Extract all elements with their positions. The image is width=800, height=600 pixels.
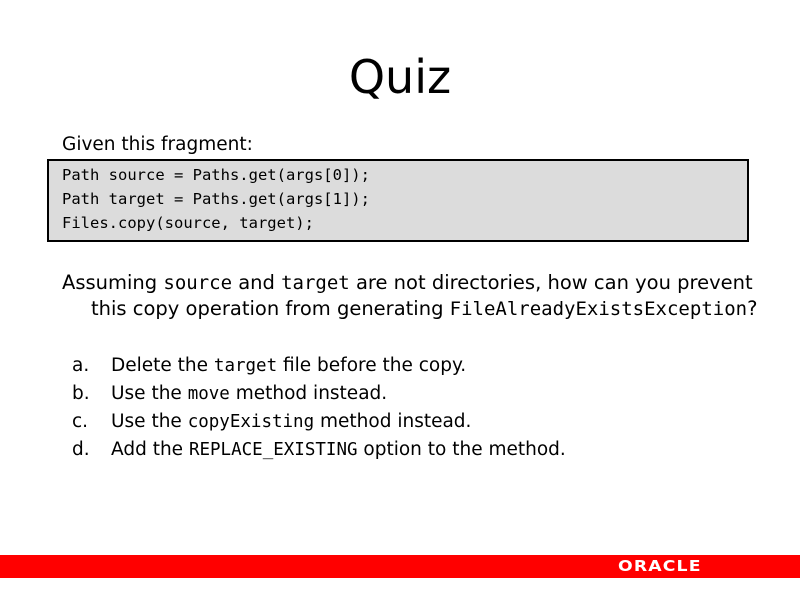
option-text: Delete the bbox=[111, 355, 214, 376]
option-code: target bbox=[213, 356, 278, 376]
question-code: target bbox=[281, 272, 350, 294]
question-text-part: Assuming bbox=[62, 271, 164, 294]
answer-option-c bbox=[72, 408, 566, 436]
code-line: Path source = Paths.get(args[0]); bbox=[62, 166, 370, 184]
intro-text: Given this fragment: bbox=[62, 134, 253, 155]
option-text: file before the copy. bbox=[277, 355, 467, 376]
option-text: option to the method. bbox=[357, 439, 566, 460]
answer-option-d bbox=[72, 436, 566, 464]
answer-option-b bbox=[72, 380, 566, 408]
question-text-part: ? bbox=[747, 297, 758, 320]
option-letter: b. bbox=[72, 383, 90, 404]
question-code: source bbox=[163, 272, 233, 294]
option-text: Use the bbox=[111, 411, 188, 432]
option-letter: a. bbox=[72, 355, 90, 376]
code-line: Files.copy(source, target); bbox=[62, 214, 314, 232]
slide-title: Quiz bbox=[348, 50, 452, 104]
question-text-part: are not directories, how can you prevent this copy operation from generating bbox=[91, 271, 753, 320]
answer-option-a bbox=[72, 352, 566, 380]
option-text: Add the bbox=[111, 439, 189, 460]
option-text: Use the bbox=[111, 383, 188, 404]
option-text: method instead. bbox=[229, 383, 388, 404]
code-line: Path target = Paths.get(args[1]); bbox=[62, 190, 370, 208]
question-code: FileAlreadyExistsException bbox=[449, 298, 748, 320]
question-text-part: and bbox=[232, 271, 282, 294]
code-fragment-box bbox=[47, 159, 749, 242]
option-letter: c. bbox=[72, 411, 89, 432]
answer-options bbox=[72, 352, 566, 464]
option-text: method instead. bbox=[314, 411, 472, 432]
oracle-logo: ORACLE bbox=[618, 557, 702, 575]
option-code: REPLACE_EXISTING bbox=[188, 440, 358, 460]
question-text bbox=[62, 270, 771, 322]
option-letter: d. bbox=[72, 439, 90, 460]
option-code: copyExisting bbox=[187, 412, 315, 432]
option-code: move bbox=[187, 384, 230, 404]
